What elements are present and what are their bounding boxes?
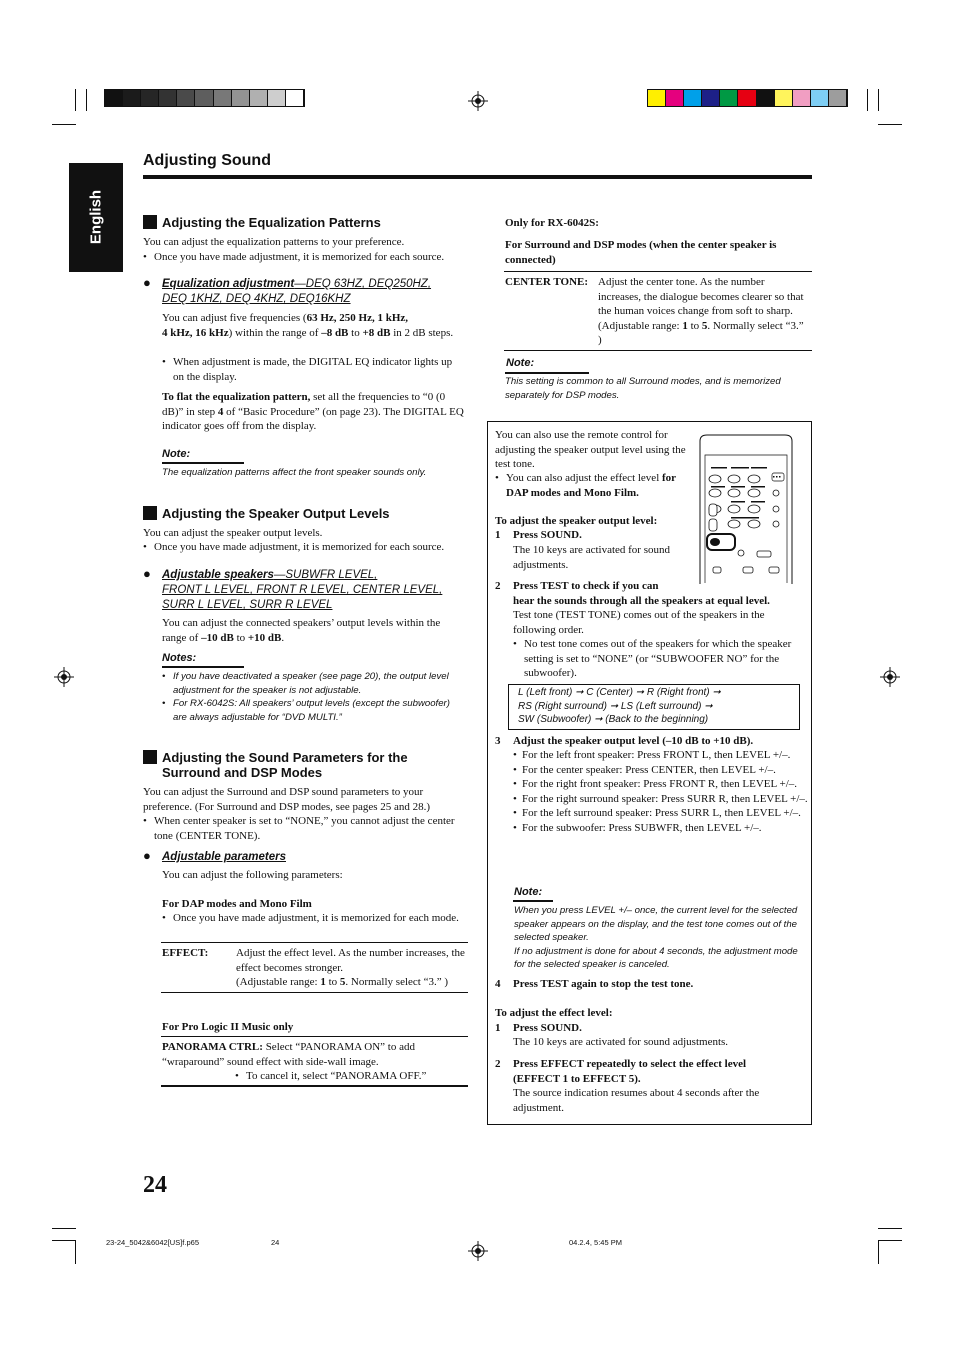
- table-rule: [161, 992, 468, 993]
- speaker-level-title: To adjust the speaker output level:: [495, 515, 658, 527]
- crop-mark: [878, 1240, 879, 1264]
- step-1-number: 1: [495, 529, 501, 541]
- box-note-label: Note:: [514, 886, 543, 898]
- color-swatch: [775, 90, 793, 106]
- adjustable-speakers-items: SURR L LEVEL, SURR R LEVEL: [162, 599, 333, 611]
- crop-mark: [52, 1240, 76, 1241]
- effect-step-2-number: 2: [495, 1058, 501, 1070]
- table-rule: [161, 1085, 468, 1087]
- color-swatch: [105, 90, 123, 106]
- speaker-note-2: • For RX-6042S: All speakers’ output levels (except the subwoofer) are always adjustable for “DVD MULTI.”: [162, 697, 462, 724]
- speaker-intro: You can adjust the speaker output levels.: [143, 527, 323, 539]
- registration-mark-top: [468, 91, 488, 111]
- crop-mark: [52, 1228, 76, 1229]
- effect-text: Adjust the effect level. As the number increases, the effect becomes stronger. (Adjustable range: 1 to 5. Normally select “3.” ): [236, 947, 465, 988]
- order-line-1: L (Left front) ➞ C (Center) ➞ R (Right front) ➞: [518, 687, 721, 698]
- step-3-number: 3: [495, 735, 501, 747]
- params-heading: Adjusting the Sound Parameters for the Surround and DSP Modes: [143, 750, 473, 780]
- speaker-notes-label: Notes:: [162, 652, 197, 664]
- crop-mark: [75, 89, 76, 111]
- section-marker-icon: [143, 215, 157, 229]
- effect-step-1-title: Press SOUND.: [513, 1022, 582, 1034]
- process-color-bar: [647, 89, 848, 107]
- color-swatch: [123, 90, 141, 106]
- color-swatch: [159, 90, 177, 106]
- color-swatch: [232, 90, 250, 106]
- effect-step-1-number: 1: [495, 1022, 501, 1034]
- step-2-title: Press TEST to check if you can hear the sounds through all the speakers at equal level.: [513, 580, 770, 607]
- note-rule: [513, 900, 553, 902]
- footer-file: 23-24_5042&6042[US]f.p65: [106, 1238, 199, 1247]
- gray-color-bar: [104, 89, 305, 107]
- bullet-dot-icon: ●: [143, 566, 151, 581]
- adjustable-speakers-title: Adjustable speakers—SUBWFR LEVEL,: [162, 569, 378, 581]
- note-rule: [505, 372, 589, 374]
- eq-heading: Adjusting the Equalization Patterns: [143, 215, 473, 230]
- params-intro: You can adjust the Surround and DSP sound parameters to your preference. (For Surround and DSP modes, see pages 25 and 28.): [143, 786, 431, 813]
- color-swatch: [195, 90, 213, 106]
- note-rule: [162, 462, 244, 464]
- panorama-text: PANORAMA CTRL: Select “PANORAMA ON” to add “wraparound” sound effect with side-wall image.: [162, 1041, 415, 1068]
- eq-indicator-note: • When adjustment is made, the DIGITAL EQ indicator lights up on the display.: [162, 355, 462, 384]
- effect-step-2-title: Press EFFECT repeatedly to select the effect level (EFFECT 1 to EFFECT 5).: [513, 1058, 747, 1085]
- crop-mark: [52, 124, 76, 125]
- adjustable-speakers-items: FRONT L LEVEL, FRONT R LEVEL, CENTER LEVEL,: [162, 584, 443, 596]
- bullet-dot-icon: ●: [143, 275, 151, 290]
- center-note-text: This setting is common to all Surround modes, and is memorized separately for DSP modes.: [505, 376, 781, 401]
- color-swatch: [141, 90, 159, 106]
- eq-adjustment-items: DEQ 1KHZ, DEQ 4KHZ, DEQ16KHZ: [162, 293, 351, 305]
- table-rule: [161, 942, 468, 943]
- table-rule: [161, 1036, 468, 1037]
- footer-page: 24: [271, 1238, 280, 1247]
- registration-mark-bottom: [468, 1241, 488, 1261]
- remote-control-illustration: [697, 433, 797, 585]
- color-swatch: [793, 90, 811, 106]
- section-marker-icon: [143, 750, 157, 764]
- center-tone-label: CENTER TONE:: [505, 276, 589, 288]
- step-2-none-note: • No test tone comes out of the speakers for which the speaker setting is set to “NONE” (or “SUBWOOFER NO” for the subwoofer).: [513, 637, 805, 681]
- color-swatch: [738, 90, 756, 106]
- step-1-body: The 10 keys are activated for sound adjustments.: [513, 544, 670, 571]
- color-swatch: [829, 90, 847, 106]
- eq-note-text: The equalization patterns affect the front speaker sounds only.: [162, 467, 427, 478]
- center-note-label: Note:: [506, 357, 535, 369]
- color-swatch: [666, 90, 684, 106]
- step-2-body: Test tone (TEST TONE) comes out of the speakers in the following order.: [513, 609, 765, 636]
- table-rule: [504, 271, 812, 272]
- step-2-number: 2: [495, 580, 501, 592]
- step-3-item: • For the left surround speaker: Press SURR L, then LEVEL +/–.: [513, 806, 808, 821]
- dap-memory-note: • Once you have made adjustment, it is memorized for each mode.: [162, 911, 467, 926]
- for-modes-label: For Surround and DSP modes (when the center speaker is connected): [505, 239, 777, 266]
- panorama-cancel-note: • To cancel it, select “PANORAMA OFF.”: [235, 1069, 468, 1084]
- footer-date: 04.2.4, 5:45 PM: [569, 1238, 622, 1247]
- eq-adjustment-title: Equalization adjustment—DEQ 63HZ, DEQ250HZ,: [162, 278, 432, 290]
- color-swatch: [214, 90, 232, 106]
- plii-title: For Pro Logic II Music only: [162, 1021, 294, 1033]
- speaker-note-1: • If you have deactivated a speaker (see page 20), the output level adjustment for the speaker is not adjustable.: [162, 670, 462, 697]
- color-swatch: [720, 90, 738, 106]
- eq-note-label: Note:: [162, 448, 191, 460]
- color-swatch: [177, 90, 195, 106]
- section-marker-icon: [143, 506, 157, 520]
- bullet-dot-icon: ●: [143, 848, 151, 863]
- speaker-memory-note: • Once you have made adjustment, it is memorized for each source.: [143, 540, 473, 555]
- remote-intro: You can also use the remote control for adjusting the speaker output level using the test tone.: [495, 429, 686, 470]
- color-swatch: [250, 90, 268, 106]
- effect-label: EFFECT:: [162, 947, 209, 959]
- params-center-note: • When center speaker is set to “NONE,” you cannot adjust the center tone (CENTER TONE).: [143, 814, 458, 843]
- language-tab: [69, 163, 123, 272]
- order-line-3: SW (Subwoofer) ➞ (Back to the beginning): [518, 714, 709, 725]
- eq-intro: You can adjust the equalization patterns to your preference.: [143, 236, 405, 248]
- step-3-item: • For the left front speaker: Press FRONT L, then LEVEL +/–.: [513, 748, 808, 763]
- step-1-title: Press SOUND.: [513, 529, 582, 541]
- eq-frequency-text: You can adjust five frequencies (63 Hz, 250 Hz, 1 kHz, 4 kHz, 16 kHz) within the range of –8 dB to +8 dB in 2 dB steps.: [162, 312, 454, 339]
- registration-mark-left: [54, 667, 74, 687]
- step-3-title: Adjust the speaker output level (–10 dB to +10 dB).: [513, 735, 754, 747]
- effect-step-2-body: The source indication resumes about 4 seconds after the adjustment.: [513, 1087, 760, 1114]
- remote-effect-note: • You can also adjust the effect level for DAP modes and Mono Film.: [495, 471, 687, 500]
- page-title: Adjusting Sound: [143, 152, 271, 169]
- page-number: 24: [143, 1172, 167, 1198]
- params-sub-body: You can adjust the following parameters:: [162, 869, 343, 881]
- crop-mark: [878, 89, 879, 111]
- crop-mark: [878, 124, 902, 125]
- color-swatch: [286, 90, 304, 106]
- speaker-heading: Adjusting the Speaker Output Levels: [143, 506, 473, 521]
- color-swatch: [268, 90, 286, 106]
- adjustable-parameters-title: Adjustable parameters: [162, 851, 286, 863]
- step-3-item: • For the center speaker: Press CENTER, then LEVEL +/–.: [513, 763, 808, 778]
- registration-mark-right: [880, 667, 900, 687]
- color-swatch: [648, 90, 666, 106]
- language-tab-label: English: [87, 189, 105, 245]
- eq-flat-text: To flat the equalization pattern, set all the frequencies to “0 (0 dB)” in step 4 of “Basic Procedure” (on page 23). The DIGITAL EQ indicator goes off from the display.: [162, 391, 464, 432]
- box-note-text: When you press LEVEL +/– once, the current level for the selected speaker appears on the display, and the test tone comes out of the selected speaker. If no adjustment is done for about 4 seconds, the adjustment mode for the selected speaker is canceled.: [514, 905, 798, 970]
- note-rule: [162, 666, 244, 668]
- only-for-label: Only for RX-6042S:: [505, 217, 599, 229]
- crop-mark: [878, 1228, 902, 1229]
- crop-mark: [86, 89, 87, 111]
- eq-memory-note: • Once you have made adjustment, it is memorized for each source.: [143, 250, 473, 265]
- center-tone-text: Adjust the center tone. As the number increases, the dialogue becomes clearer so that the human voices change from soft to sharp. (Adjustable range: 1 to 5. Normally select “3.” ): [598, 276, 804, 346]
- effect-step-1-body: The 10 keys are activated for sound adjustments.: [513, 1036, 729, 1048]
- crop-mark: [75, 1240, 76, 1264]
- step-3-item: • For the right front speaker: Press FRONT R, then LEVEL +/–.: [513, 777, 808, 792]
- speaker-range-text: You can adjust the connected speakers’ output levels within the range of –10 dB to +10 dB.: [162, 617, 441, 644]
- step-3-item: • For the right surround speaker: Press SURR R, then LEVEL +/–.: [513, 792, 808, 807]
- effect-level-title: To adjust the effect level:: [495, 1007, 613, 1019]
- table-rule: [504, 350, 812, 351]
- crop-mark: [867, 89, 868, 111]
- dap-title: For DAP modes and Mono Film: [162, 898, 312, 910]
- color-swatch: [811, 90, 829, 106]
- color-swatch: [702, 90, 720, 106]
- step-4-title: Press TEST again to stop the test tone.: [513, 978, 694, 990]
- order-line-2: RS (Right surround) ➞ LS (Left surround) ➞: [518, 700, 713, 712]
- step-4-number: 4: [495, 978, 501, 990]
- color-swatch: [684, 90, 702, 106]
- title-rule: [143, 175, 812, 179]
- step-3-item: • For the subwoofer: Press SUBWFR, then LEVEL +/–.: [513, 821, 808, 836]
- crop-mark: [878, 1240, 902, 1241]
- color-swatch: [757, 90, 775, 106]
- test-tone-order: [518, 686, 798, 727]
